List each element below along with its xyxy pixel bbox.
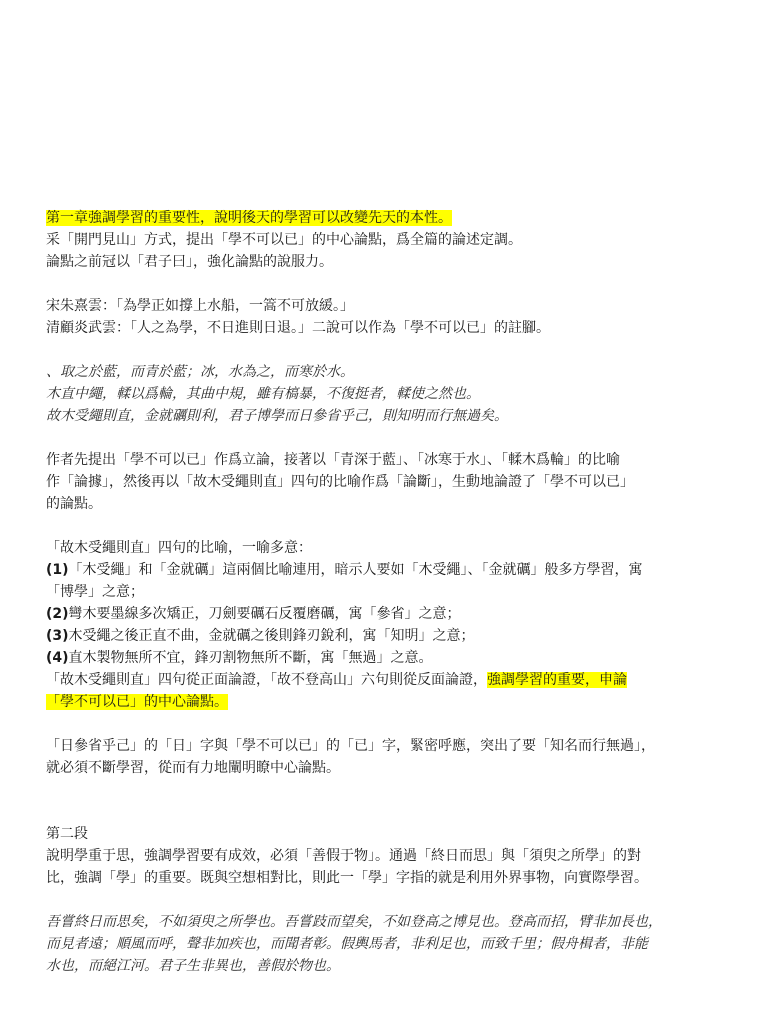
list-number: (4) (46, 650, 69, 666)
section-heading: 第二段 (46, 826, 88, 842)
section-paragraph-two (46, 823, 736, 889)
section-metaphor-list (46, 537, 736, 713)
paragraph-line: 說明學重于思，強調學習要有成效，必須「善假于物」。通過「終日而思」與「須臾之所學」的對 (46, 848, 641, 864)
classical-text-line: 故木受繩則直，金就礪則利，君子博學而日參省乎己，則知明而行無過矣。 (46, 408, 508, 424)
list-item (46, 647, 736, 669)
list-number: (3) (46, 628, 69, 644)
section-classical-text-1 (46, 361, 736, 427)
paragraph-line: 「日參省乎己」的「日」字與「學不可以已」的「已」字，緊密呼應，突出了要「知名而行無過」， (46, 738, 655, 754)
list-text: 彎木要墨線多次矯正，刀劍要礪石反覆磨礪，寓「參省」之意； (68, 606, 461, 622)
classical-text-line: 木直中繩，輮以爲輪，其曲中規，雖有槁暴，不復挺者，輮使之然也。 (46, 386, 480, 402)
section-classical-text-2 (46, 911, 736, 977)
section-quotes (46, 295, 736, 339)
paragraph-line: 作者先提出「學不可以已」作爲立論，接著以「青深于藍」、「冰寒于水」、「輮木爲輪」的比喻 (46, 452, 620, 468)
classical-text-line: 、取之於藍，而青於藍；冰，水為之，而寒於水。 (46, 364, 354, 380)
paragraph-line: 作「論據」，然後再以「故木受繩則直」四句的比喻作爲「論斷」，生動地論證了「學不可以已」 (46, 474, 634, 490)
paragraph-line (46, 669, 736, 691)
paragraph-line (46, 207, 736, 229)
highlighted-text: 強調學習的重要，申論 (487, 672, 627, 688)
list-item-continuation: 「博學」之意； (46, 584, 144, 600)
list-item (46, 603, 736, 625)
paragraph-line (46, 691, 736, 713)
list-text: 木受繩之後正直不曲，金就礪之後則鋒刃銳利，寓「知明」之意； (68, 628, 475, 644)
paragraph-line: 清顧炎武雲：「人之為學，不日進則日退。」二說可以作為「學不可以已」的註腳。 (46, 320, 550, 336)
classical-text-line: 水也，而絕江河。君子生非異也，善假於物也。 (46, 958, 340, 974)
classical-text-line: 吾嘗終日而思矣，不如須臾之所學也。吾嘗跂而望矣，不如登高之博見也。登高而招，臂非加長也， (46, 914, 662, 930)
section-echo-analysis (46, 735, 736, 779)
list-text: 直木製物無所不宜，鋒刃割物無所不斷，寓「無過」之意。 (68, 650, 433, 666)
highlighted-text: 「學不可以已」的中心論點。 (46, 694, 228, 710)
paragraph-line: 比，強調「學」的重要。既與空想相對比，則此一「學」字指的就是利用外界事物，向實際學習。 (46, 870, 648, 886)
paragraph-line: 就必須不斷學習，從而有力地闡明瞭中心論點。 (46, 760, 340, 776)
section-chapter-one-summary (46, 207, 736, 273)
classical-text-line: 而見者遠；順風而呼，聲非加疾也，而聞者彰。假輿馬者，非利足也，而致千里；假舟楫者，非能 (46, 936, 648, 952)
paragraph-line: 論點之前冠以「君子曰」，強化論點的說服力。 (46, 254, 333, 270)
paragraph-line: 采「開門見山」方式，提出「學不可以已」的中心論點，爲全篇的論述定調。 (46, 232, 522, 248)
list-number: (2) (46, 606, 69, 622)
paragraph-line: 「故木受繩則直」四句的比喻，一喻多意： (46, 540, 312, 556)
list-item (46, 625, 736, 647)
section-argument-analysis (46, 449, 736, 515)
highlighted-heading: 第一章強調學習的重要性，說明後天的學習可以改變先天的本性。 (46, 210, 452, 226)
list-number: (1) (46, 562, 69, 578)
plain-text: 「故木受繩則直」四句從正面論證，「故不登高山」六句則從反面論證， (46, 672, 487, 688)
list-item (46, 559, 736, 581)
paragraph-line: 的論點。 (46, 496, 102, 512)
list-text: 「木受繩」和「金就礪」這兩個比喻連用，暗示人要如「木受繩」、「金就礪」般多方學習，寓 (68, 562, 643, 578)
document-body (46, 207, 736, 977)
paragraph-line: 宋朱熹雲：「為學正如撐上水船，一篙不可放緩。」 (46, 298, 354, 314)
